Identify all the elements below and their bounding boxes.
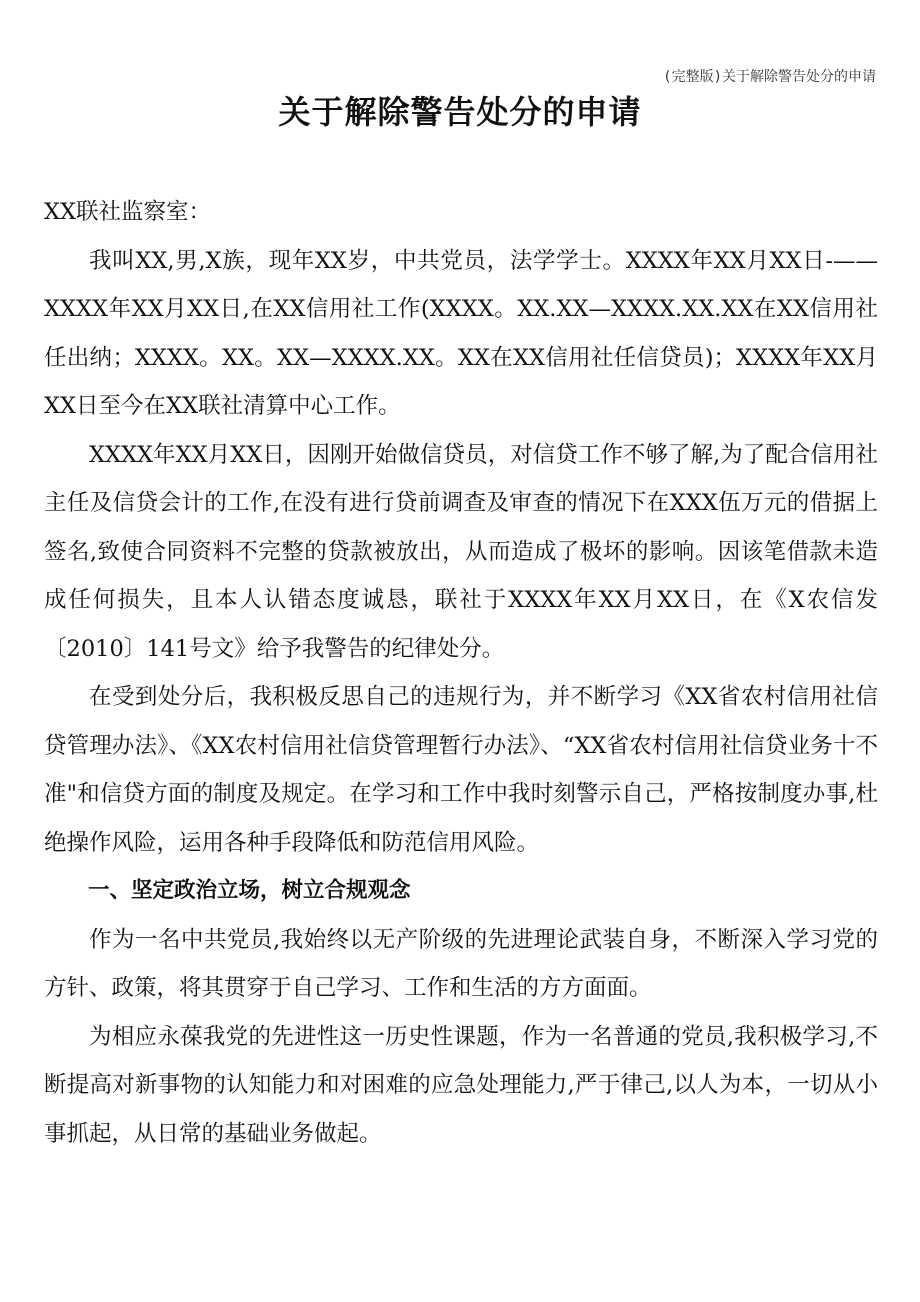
paragraph-personal-info: 我叫XX,男,X族，现年XX岁，中共党员，法学学士。XXXX年XX月XX日-——XXXX年XX月XX日,在XX信用社工作(XXXX。XX.XX—XXXX.XX.XX在XX信用社任出纳；XXXX。XX。XX—XXXX.XX。XX在XX信用社任信贷员)；XXXX年XX月XX日至今在XX联社清算中心工作。 <box>44 247 878 419</box>
document-title: 关于解除警告处分的申请 <box>278 93 642 131</box>
document-header-note: (完整版)关于解除警告处分的申请 <box>663 69 876 85</box>
paragraph-incident: XXXX年XX月XX日，因刚开始做信贷员，对信贷工作不够了解,为了配合信用社主任及信贷会计的工作,在没有进行贷前调查及审查的情况下在XXX伍万元的借据上签名,致使合同资料不完整的贷款被放出，从而造成了极坏的影响。因该笔借款未造成任何损失，且本人认错态度诚恳，联社于XXXX年XX月XX日，在《X农信发〔2010〕141号文》给予我警告的纪律处分。 <box>44 441 878 662</box>
document-body <box>44 188 878 1158</box>
paragraph-party-member: 作为一名中共党员,我始终以无产阶级的先进理论武装自身，不断深入学习党的方针、政策，将其贯穿于自己学习、工作和生活的方方面面。 <box>44 926 878 1001</box>
paragraph-learning: 为相应永葆我党的先进性这一历史性课题，作为一名普通的党员,我积极学习,不断提高对新事物的认知能力和对困难的应急处理能力,严于律己,以人为本，一切从小事抓起，从日常的基础业务做起。 <box>44 1023 878 1147</box>
section-heading-1: 一、坚定政治立场，树立合规观念 <box>88 878 411 903</box>
paragraph-reflection: 在受到处分后，我积极反思自己的违规行为，并不断学习《XX省农村信用社信贷管理办法》、《XX农村信用社信贷管理暂行办法》、“XX省农村信用社信贷业务十不准"和信贷方面的制度及规定。在学习和工作中我时刻警示自己，严格按制度办事,杜绝操作风险，运用各种手段降低和防范信用风险。 <box>44 684 878 856</box>
salutation: XX联社监察室： <box>44 199 212 225</box>
